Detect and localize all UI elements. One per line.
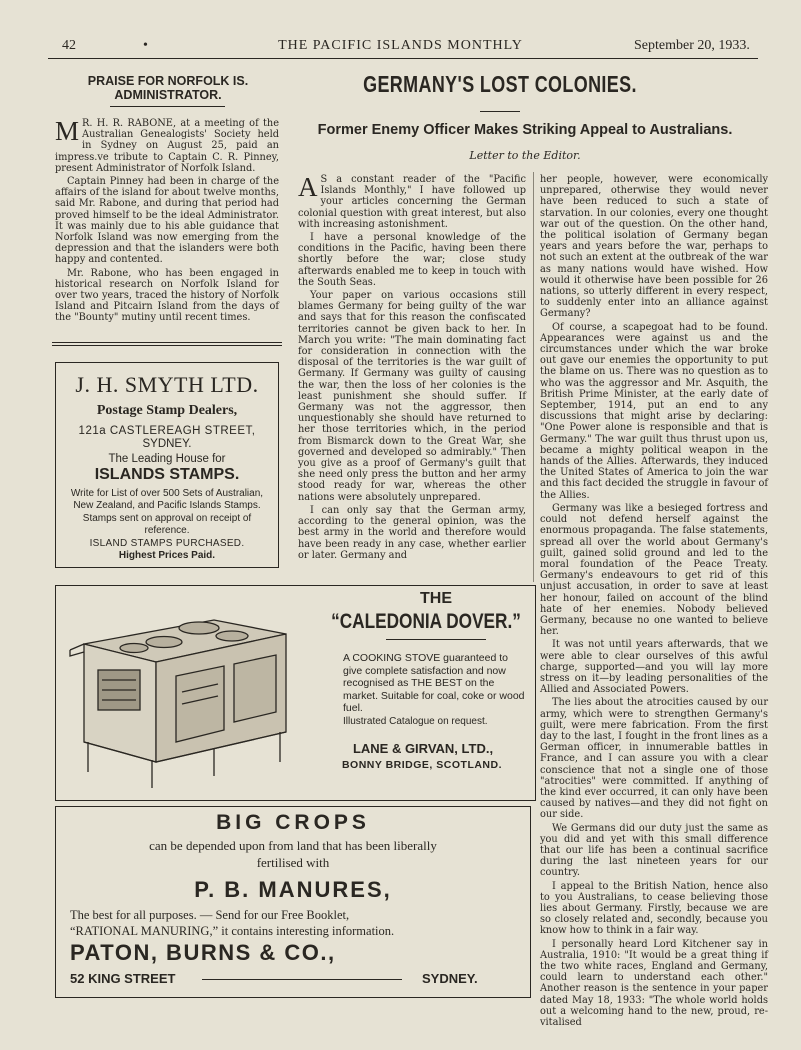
crops-company: PATON, BURNS & CO., [70, 940, 336, 965]
norfolk-headline [58, 74, 278, 102]
germany-column-1 [298, 174, 526, 563]
germany-col2-paragraph-2: Of course, a scapegoat had to be found. Appearances were against us and the circumstances under which the war broke out gave our enemies the opportunity to put the blame on us. There was no question as to who was the aggressor and Mr. Asquith, the British Prime Minister, at the early date of September, 1914, put an end to any discussions that might arise by declaring: "One Power alone is responsible and that is Germany." The war guilt thus thrust upon us, became a mighty political weapon in the hands of the Allies. Afterwards, they induced the United States of America to join the war and this fact decided the struggle in favour of the Allies. [540, 321, 768, 501]
stove-advertisement [55, 585, 536, 801]
crops-line-1: can be depended upon from land that has been liberally [149, 838, 437, 853]
smyth-purchased: ISLAND STAMPS PURCHASED. [89, 538, 245, 549]
germany-paragraph-4: I can only say that the German army, according to the general opinion, was the best army in the world and therefore would have been ready in any case, whether earlier or later. Germany and [298, 504, 526, 561]
stove-catalogue: Illustrated Catalogue on request. [343, 716, 488, 727]
stove-maker: LANE & GIRVAN, LTD., [352, 741, 494, 756]
norfolk-paragraph-3: Mr. Rabone, who has been engaged in historical research on Norfolk Island for over two years, traced the history of Norfolk Island and Pitcairn Island from the days of the "Bounty" mutiny until recent times. [55, 267, 279, 324]
smyth-city: SYDNEY. [142, 438, 192, 450]
smyth-stamps-advertisement [55, 362, 279, 568]
stove-the: THE [420, 590, 452, 607]
smyth-islands-stamps: ISLANDS STAMPS. [94, 466, 240, 483]
germany-col2-paragraph-6: We Germans did our duty just the same as you did and yet with this small difference that our life has been a continual sacrifice during the last nineteen years for our country. [540, 822, 768, 879]
norfolk-headline-line-2: ADMINISTRATOR. [114, 88, 222, 102]
germany-col2-paragraph-8: I personally heard Lord Kitchener say in Australia, 1910: "It would be a great thing if the two white races, England and Germany, could learn to understand each other." Another reason is the sentence in your paper dated May 18, 1933: "The whole world holds out a welcoming hand to the new, proud, re-vitalised [540, 938, 768, 1029]
crops-line-4: “RATIONAL MANURING,” it contains interesting information. [70, 924, 395, 938]
germany-dropcap: A [298, 172, 318, 202]
smyth-approval: Stamps sent on approval on receipt of reference. [82, 513, 252, 536]
norfolk-end-rule-1 [52, 342, 282, 343]
crops-city: SYDNEY. [422, 971, 478, 986]
norfolk-paragraph-2: Captain Pinney had been in charge of the affairs of the island for about twelve months, said Mr. Rabone, and during that period had proved himself to be the ideal Administrator. It was mainly due to his able guidance that Norfolk Island was now emerging from the depression and that the islanders were both happy and contented. [55, 176, 279, 266]
crops-street: 52 KING STREET [70, 971, 176, 986]
smyth-street: 121a CASTLEREAGH STREET, [78, 425, 256, 437]
crops-line-2: fertilised with [256, 855, 330, 870]
smyth-list-offer: Write for List of over 500 Sets of Australian, New Zealand, and Pacific Islands Stamps. [70, 488, 264, 511]
header-rule [48, 58, 758, 59]
header-marker: • [143, 38, 148, 53]
germany-byline: Letter to the Editor. [469, 149, 581, 162]
germany-col2-paragraph-3: Germany was like a besieged fortress and could not defend herself against the enormous propaganda. The false statements, spread all over the world about Germany's guilt, gained solid ground and led to the moral foundation of the Peace Treaty. Germany's endeavours to get rid of this unjust accusation, in order to save at least her honour, failed on account of the blind hate of her enemies. Nobody believed Germany, because no one wanted to believe her. [540, 502, 768, 638]
crops-brand: P. B. MANURES, [194, 877, 392, 902]
smyth-tagline: Postage Stamp Dealers, [96, 403, 238, 418]
page-number: 42 [62, 38, 76, 53]
smyth-prices: Highest Prices Paid. [118, 550, 216, 561]
norfolk-paragraph-1: M R. H. R. RABONE, at a meeting of the Australian Genealogists' Society held in Sydney on August 25, paid an impress.ve tribute to Captain C. R. Pinney, present Administrator of Norfolk Island. [55, 116, 279, 174]
germany-paragraph-2: I have a personal knowledge of the conditions in the Pacific, having been there shortly before the war; close study afterwards enabled me to keep in touch with the South Seas. [298, 232, 526, 288]
column-divider [533, 172, 534, 582]
manures-advertisement [55, 806, 531, 998]
germany-column-2 [540, 174, 768, 1030]
crops-address-rule [202, 979, 402, 980]
crops-line-3: The best for all purposes. — Send for our Free Booklet, [70, 908, 350, 922]
norfolk-article-body [55, 118, 279, 326]
germany-headline: GERMANY'S LOST COLONIES. [363, 71, 637, 97]
stove-description: A COOKING STOVE guaranteed to give complete satisfaction and now recognised as THE BEST on the market. Suitable for coal, coke or wood fuel. [343, 652, 525, 714]
stove-product-name: “CALEDONIA DOVER.” [331, 610, 521, 633]
germany-col2-paragraph-4: It was not until years afterwards, that we were able to clear ourselves of this awful charge, supported—and you will lay more stress on it—by leading personalities of the Allied and Associated Powers. [540, 639, 768, 696]
publication-title: THE PACIFIC ISLANDS MONTHLY [278, 38, 523, 53]
germany-col2-paragraph-7: I appeal to the British Nation, hence also to you Australians, to cease believing those lies about Germany. Firstly, because we are so closely related and, secondly, because you know how to think in a fair way. [540, 880, 768, 937]
issue-date: September 20, 1933. [634, 38, 750, 53]
smyth-leading-house: The Leading House for [108, 453, 226, 465]
germany-headline-rule [480, 111, 520, 112]
stove-name-rule [386, 639, 486, 640]
stove-address: BONNY BRIDGE, SCOTLAND. [341, 759, 503, 771]
smyth-company-name: J. H. SMYTH LTD. [75, 372, 259, 397]
germany-col2-paragraph-5: The lies about the atrocities caused by our army, which were to strengthen Germany's guilt, were mere fabrication. From the first day to the last, I fought in the front lines as a German officer, in innumerable battles in France, and I can assure you with a clear conscience that not a single one of those "atrocities" were committed. If anything of the kind ever occurred, it can only have been caused by natives—and they did not fight on our side. [540, 697, 768, 821]
germany-paragraph-3: Your paper on various occasions still blames Germany for being guilty of the war and says that for this reason the confiscated territories cannot be given back to her. In March you write: "The main dominating fact for consideration in connection with the disposal of the territories is the war guilt of Germany. If Germany was guilty of causing the war, then the loss of her colonies is the least punishment she should suffer. If Germany was not the aggressor, then unquestionably she should have returned to her those territories which, in the period from Bismarck down to the Great War, she governed and developed so admirably." Then you give as a proof of Germany's guilt that she need only press the button and her army stood ready for war, whereas the other nations were absolutely unprepared. [298, 290, 526, 503]
norfolk-headline-line-1: PRAISE FOR NORFOLK IS. [87, 74, 249, 88]
germany-col2-paragraph-1: her people, however, were economically unprepared, otherwise they would never have been reduced to such a state of starvation. In our colonies, every one thought war out of the question. On the other hand, the political isolation of Germany began years and years before the war, perhaps to not such an extent at the outbreak of the war as many nations would have wished. How would it otherwise have been possible for 26 nations, so utterly different in every respect, to suddenly enter into an alliance against Germany? [540, 174, 768, 320]
norfolk-headline-rule [110, 106, 225, 107]
crops-headline: BIG CROPS [216, 811, 370, 834]
norfolk-dropcap: M [55, 116, 80, 146]
germany-paragraph-1: A S a constant reader of the "Pacific Islands Monthly," I have followed up your articles concerning the German colonial question with great interest, but also with increasing astonishment. [298, 172, 526, 230]
norfolk-end-rule-2 [52, 345, 282, 346]
stove-illustration [64, 592, 294, 792]
germany-subheadline: Former Enemy Officer Makes Striking Appeal to Australians. [317, 122, 733, 138]
